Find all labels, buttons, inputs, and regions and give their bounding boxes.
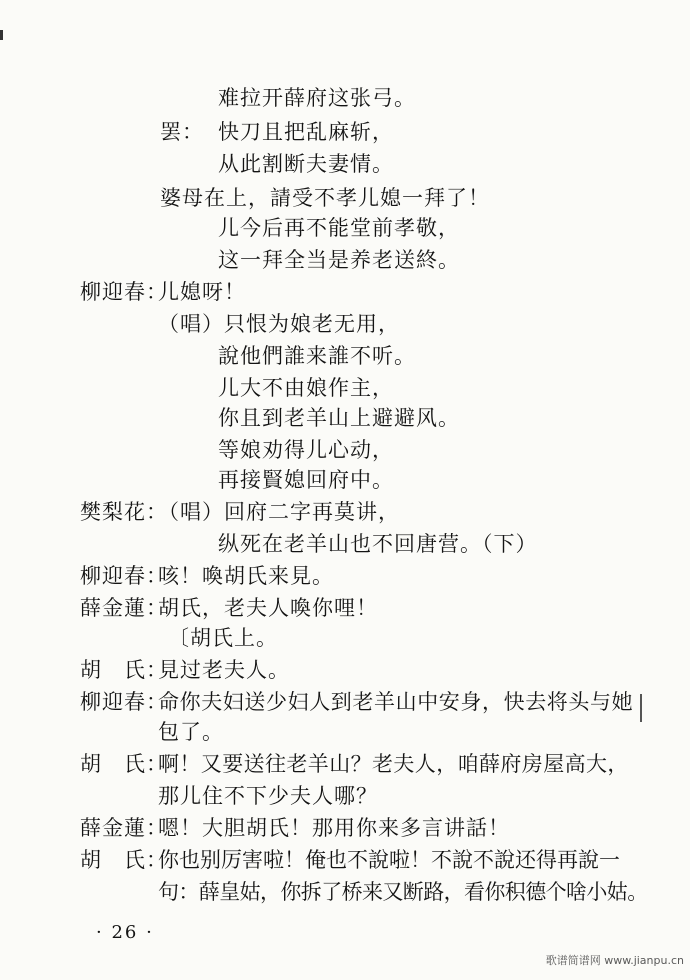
script-line: 那儿住不下少夫人哪？ — [158, 784, 378, 808]
script-line: 再接賢媳回府中。 — [218, 468, 394, 492]
script-line: 婆母在上，請受不孝儿媳一拜了！ — [160, 186, 490, 210]
speaker-label: 胡 氏： — [80, 848, 168, 872]
script-line: 命你夫妇送少妇人到老羊山中安身，快去将头与她 — [158, 690, 634, 714]
script-line: 等娘劝得儿心动， — [218, 438, 394, 462]
speaker-label: 薛金蓮： — [80, 816, 168, 840]
script-line: 句：薛皇姑，你拆了桥来又断路，看你积德个啥小姑。 — [158, 880, 648, 904]
script-line: 你且到老羊山上避避风。 — [218, 406, 460, 430]
speaker-label: 柳迎春： — [80, 280, 168, 304]
speaker-label: 樊梨花： — [80, 500, 168, 524]
script-line: 儿大不由娘作主， — [218, 376, 394, 400]
script-line: 胡氏，老夫人喚你哩！ — [158, 596, 378, 620]
script-line: 說他們誰来誰不听。 — [218, 344, 416, 368]
speaker-label: 薛金蓮： — [80, 596, 168, 620]
script-line: 包了。 — [158, 720, 224, 744]
script-line: 嗯！大胆胡氏！那用你来多言讲話！ — [158, 816, 510, 840]
scan-edge-mark — [0, 30, 3, 40]
script-line: 你也别厉害啦！俺也不說啦！不說不說还得再說一 — [158, 848, 620, 872]
scan-margin-mark — [640, 694, 642, 722]
script-line: 啊！又要送往老羊山？老夫人，咱薛府房屋高大， — [158, 752, 629, 776]
watermark: 歌谱简谱网 www.jianpu.cn — [545, 954, 684, 967]
speaker-label: 罢： — [160, 120, 204, 144]
speaker-label: 柳迎春： — [80, 564, 168, 588]
speaker-label: 柳迎春： — [80, 690, 168, 714]
script-line: 咳！喚胡氏来見。 — [158, 564, 334, 588]
script-line: 快刀且把乱麻斩， — [218, 120, 394, 144]
speaker-label: 胡 氏： — [80, 752, 168, 776]
speaker-label: 胡 氏： — [80, 658, 168, 682]
script-line: 从此割断夫妻情。 — [218, 152, 394, 176]
script-line: （唱）只恨为娘老无用， — [158, 312, 400, 336]
script-line: 儿媳呀！ — [158, 280, 246, 304]
script-line: 难拉开薛府这张弓。 — [218, 86, 416, 110]
script-line: 儿今后再不能堂前孝敬， — [218, 216, 460, 240]
script-line: 纵死在老羊山也不回唐营。（下） — [218, 532, 538, 556]
stage-direction: 〔胡氏上。 — [168, 626, 278, 650]
script-line: 見过老夫人。 — [158, 658, 290, 682]
script-line: 这一拜全当是养老送終。 — [218, 248, 460, 272]
page-number: · 26 · — [96, 922, 154, 943]
script-line: （唱）回府二字再莫讲， — [158, 500, 400, 524]
